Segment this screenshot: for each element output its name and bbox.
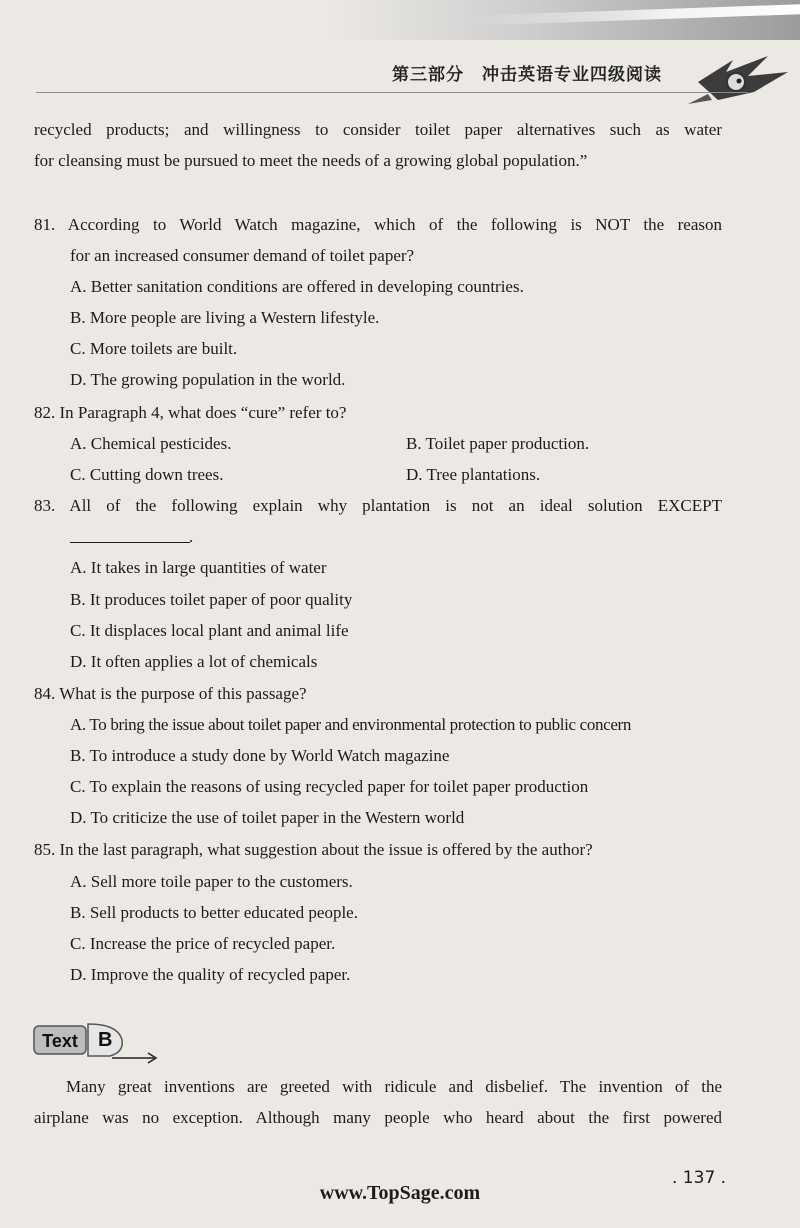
chapter-title: 第三部分 冲击英语专业四级阅读 <box>392 65 662 85</box>
question-85-option-a: A. Sell more toile paper to the customers. <box>70 872 353 891</box>
passage-b-line: airplane was no exception. Although many people who heard about the first powered <box>34 1108 722 1127</box>
question-85-option-b: B. Sell products to better educated people. <box>70 903 358 922</box>
question-81-option-b: B. More people are living a Western lifestyle. <box>70 308 380 327</box>
section-label-letter: B <box>98 1029 113 1051</box>
question-81-stem-cont: for an increased consumer demand of toilet paper? <box>70 246 415 265</box>
question-84-option-c: C. To explain the reasons of using recycled paper for toilet paper production <box>70 777 589 796</box>
question-83-option-d: D. It often applies a lot of chemicals <box>70 652 318 671</box>
question-84-option-b: B. To introduce a study done by World Watch magazine <box>70 746 450 765</box>
section-label-text-b <box>30 1018 170 1068</box>
question-84-stem: 84. What is the purpose of this passage? <box>34 684 307 703</box>
question-83-option-b: B. It produces toilet paper of poor quality <box>70 590 353 609</box>
header-rule <box>36 92 748 93</box>
question-83-stem-end: . <box>189 527 194 546</box>
question-82-option-c: C. Cutting down trees. <box>70 465 224 484</box>
page-number: . 137 . <box>672 1168 727 1188</box>
passage-line: recycled products; and willingness to consider toilet paper alternatives such as water <box>34 120 722 139</box>
question-83-stem: 83. All of the following explain why plantation is not an ideal solution EXCEPT <box>34 496 722 515</box>
question-85-option-d: D. Improve the quality of recycled paper. <box>70 965 351 984</box>
question-82-option-b: B. Toilet paper production. <box>406 434 590 453</box>
mascot-icon <box>678 42 798 112</box>
question-82-option-d: D. Tree plantations. <box>406 465 541 484</box>
question-85-option-c: C. Increase the price of recycled paper. <box>70 934 336 953</box>
passage-line: for cleansing must be pursued to meet the needs of a growing global population.” <box>34 151 588 170</box>
question-81-option-c: C. More toilets are built. <box>70 339 238 358</box>
question-83-option-c: C. It displaces local plant and animal life <box>70 621 349 640</box>
answer-blank <box>70 542 190 543</box>
footer-url: www.TopSage.com <box>319 1182 481 1204</box>
question-84-option-d: D. To criticize the use of toilet paper in the Western world <box>70 808 465 827</box>
question-83-option-a: A. It takes in large quantities of water <box>70 558 327 577</box>
question-84-option-a: A. To bring the issue about toilet paper and environmental protection to public concern <box>70 715 631 734</box>
question-85-stem: 85. In the last paragraph, what suggestion about the issue is offered by the author? <box>34 840 593 859</box>
section-label-word: Text <box>42 1031 78 1051</box>
question-81-option-a: A. Better sanitation conditions are offered in developing countries. <box>70 277 524 296</box>
question-82-stem: 82. In Paragraph 4, what does “cure” refer to? <box>34 403 347 422</box>
passage-b-line: Many great inventions are greeted with ridicule and disbelief. The invention of the <box>66 1077 722 1096</box>
question-82-option-a: A. Chemical pesticides. <box>70 434 232 453</box>
question-81-stem: 81. According to World Watch magazine, which of the following is NOT the reason <box>34 215 722 234</box>
question-81-option-d: D. The growing population in the world. <box>70 370 346 389</box>
